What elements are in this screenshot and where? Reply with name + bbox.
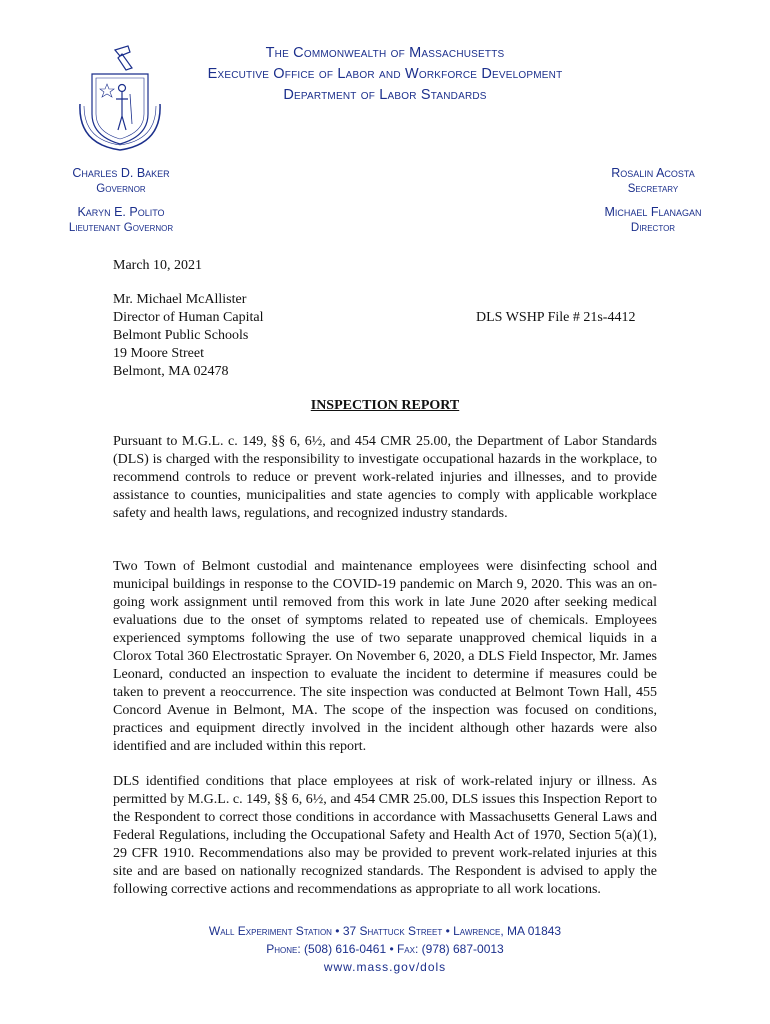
report-title: INSPECTION REPORT (310, 398, 460, 413)
recipient-line: Belmont Public Schools (113, 328, 249, 343)
file-reference: DLS WSHP File # 21s-4412 (476, 310, 636, 325)
lt-governor-name: Karyn E. Polito (77, 205, 165, 219)
recipient-line: 19 Moore Street (113, 346, 204, 361)
director-title: Director (630, 222, 676, 234)
letterhead-commonwealth: The Commonwealth of Massachusetts (265, 45, 505, 61)
paragraph-findings: DLS identified conditions that place employees at risk of work-related injury or illness. As permitted by M.G.L. c. 149, §§ 6, 6½, and 454 CMR 25.00, DLS issues this Inspection Report to the Respondent to correct those conditions in accordance with Massachusetts General Laws and Federal Regulations, including the Occupational Safety and Health Act of 1970, Section 5(a)(1), 29 CFR 1910. Recommendations also may be provided to prevent work-related injuries at this site and are based on nationally recognized standards. The Respondent is advised to apply the following corrective actions and recommendations as appropriate to all work locations. (113, 774, 657, 897)
recipient-line: Director of Human Capital (113, 310, 264, 325)
paragraph-incident: Two Town of Belmont custodial and maintenance employees were disinfecting school and municipal buildings in response to the COVID-19 pandemic on March 9, 2020. This was an on-going work assignment until removed from this work in late June 2020 after seeking medical evaluations due to the onset of symptoms related to repeated use of chemicals. Employees experienced symptoms following the use of two separate unapproved chemical liquids in a Clorox Total 360 Electrostatic Sprayer. On November 6, 2020, a DLS Field Inspector, Mr. James Leonard, conducted an inspection to evaluate the incident to determine if measures could be taken to prevent a reoccurrence. The site inspection was conducted at Belmont Town Hall, 455 Concord Avenue in Belmont, MA. The scope of the inspection was focused on conditions, practices and equipment directly involved in the incident although other hazards were also identified and are included within this report. (113, 559, 657, 754)
governor-title: Governor (96, 183, 146, 195)
letterhead-department: Department of Labor Standards (283, 87, 487, 103)
secretary-title: Secretary (627, 183, 679, 195)
lt-governor-title: Lieutenant Governor (68, 222, 174, 234)
recipient-line: Belmont, MA 02478 (113, 364, 229, 379)
paragraph-authority: Pursuant to M.G.L. c. 149, §§ 6, 6½, and 454 CMR 25.00, the Department of Labor Standards (DLS) is charged with the responsibility to investigate occupational hazards in the workplace, to recommend controls to reduce or prevent work-related injuries and illnesses, and to provide assistance to counties, municipalities and state agencies to comply with applicable workplace safety and health laws, regulations, and recognized industry standards. (113, 434, 657, 521)
recipient-line: Mr. Michael McAllister (113, 292, 247, 307)
footer-address: Wall Experiment Station • 37 Shattuck Street • Lawrence, MA 01843 (208, 924, 562, 938)
footer-website[interactable]: www.mass.gov/dols (323, 960, 447, 974)
footer-phone: Phone: (508) 616-0461 • Fax: (978) 687-0013 (266, 942, 504, 956)
recipient-address (113, 291, 263, 381)
letter-date: March 10, 2021 (113, 258, 203, 273)
letterhead-executive-office: Executive Office of Labor and Workforce Development (207, 66, 563, 82)
governor-name: Charles D. Baker (72, 166, 170, 180)
secretary-name: Rosalin Acosta (611, 166, 695, 180)
director-name: Michael Flanagan (604, 205, 702, 219)
